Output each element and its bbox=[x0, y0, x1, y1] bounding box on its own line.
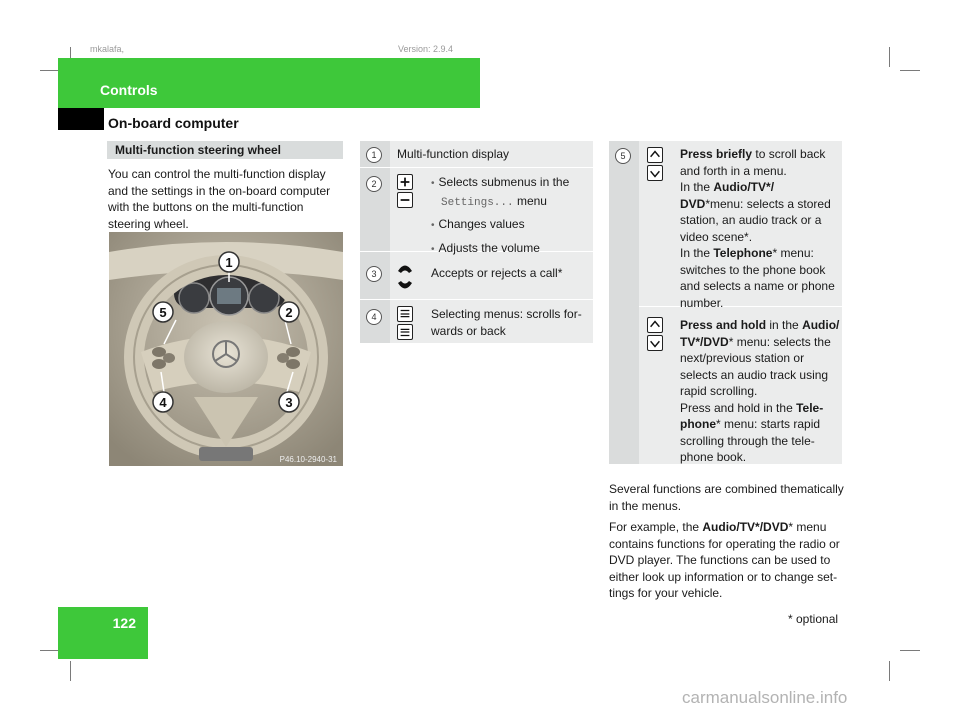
meta-right: Version: 2.9.4 bbox=[398, 44, 454, 54]
watermark: carmanualsonline.info bbox=[682, 688, 848, 707]
section-title: Controls bbox=[100, 82, 158, 98]
crop-mark bbox=[40, 70, 60, 71]
minus-icon bbox=[397, 192, 413, 208]
row-number: 2 bbox=[366, 176, 382, 192]
crop-mark bbox=[889, 661, 890, 681]
crop-mark bbox=[900, 650, 920, 651]
scroll-down-icon bbox=[647, 335, 663, 351]
row-divider bbox=[360, 299, 593, 300]
list-item: • Adjusts the volume bbox=[431, 240, 540, 255]
scroll-down-icon bbox=[647, 165, 663, 181]
row-number: 4 bbox=[366, 309, 382, 325]
section-heading-text: Multi-function steering wheel bbox=[115, 143, 282, 157]
section-heading bbox=[107, 141, 343, 159]
callout-3: 3 bbox=[285, 395, 293, 410]
row-number: 1 bbox=[366, 147, 382, 163]
row-bullets bbox=[431, 174, 591, 258]
crop-mark bbox=[900, 70, 920, 71]
controls-table bbox=[360, 141, 593, 343]
scroll-up-icon bbox=[647, 147, 663, 163]
row-text: Accepts or rejects a call* bbox=[431, 266, 563, 280]
phone-icon bbox=[396, 261, 414, 293]
steering-wheel-figure bbox=[109, 232, 343, 466]
menu-down-icon bbox=[397, 324, 413, 340]
table-number-column bbox=[609, 141, 639, 464]
intro-paragraph: You can control the multi-function display and the settings in the on-board computer with the buttons on the multi-function steering wheel. bbox=[108, 167, 331, 231]
row-number: 5 bbox=[615, 148, 631, 164]
menu-up-icon bbox=[397, 306, 413, 322]
callout-4: 4 bbox=[159, 395, 167, 410]
figure-code: P46.10-2940-31 bbox=[279, 455, 337, 464]
row-text: Multi-function display bbox=[397, 147, 510, 161]
list-item: • Changes values bbox=[431, 217, 525, 231]
list-item: • Selects submenus in the bbox=[431, 175, 570, 189]
press-and-hold-text: Press and hold in the Audio/ TV*/DVD* menu: selects the next/previous station or selects an audio track using rapid scrolling. Press and hold in the Tele- phone* menu: starts rapid scrolling through the tele- phone book. bbox=[680, 318, 840, 464]
header-tab bbox=[58, 108, 104, 130]
callout-5: 5 bbox=[159, 305, 167, 320]
press-briefly-text: Press briefly to scroll back and forth in a menu. In the Audio/TV*/ DVD*menu: selects a stored station, an audio track or a video scene*. In the Telephone* menu: switches to the phone book and selects a name or phone number. bbox=[680, 147, 835, 310]
row-number: 3 bbox=[366, 266, 382, 282]
functions-paragraph: Several functions are combined thematically in the menus. For example, the Audio/TV*/DVD* menu contains functions for operating the radio or DVD player. The functions can be used to either look up information or to change set- tings for your vehicle. bbox=[609, 482, 844, 600]
list-item: Settings... menu bbox=[441, 193, 547, 209]
crop-mark bbox=[70, 661, 71, 681]
callout-2: 2 bbox=[285, 305, 293, 320]
meta-left: mkalafa, bbox=[90, 44, 125, 54]
scroll-up-icon bbox=[647, 317, 663, 333]
crop-mark bbox=[889, 47, 890, 67]
scroll-buttons-table bbox=[609, 141, 842, 464]
crop-mark bbox=[40, 650, 60, 651]
plus-icon bbox=[397, 174, 413, 190]
callout-1: 1 bbox=[225, 255, 233, 270]
row-divider bbox=[360, 167, 593, 168]
page-number-box bbox=[58, 607, 148, 659]
row-text: Selecting menus: scrolls for-wards or back bbox=[431, 307, 582, 338]
page-title: On-board computer bbox=[108, 115, 239, 131]
page-number: 122 bbox=[112, 615, 136, 631]
steering-wheel-illustration bbox=[109, 232, 343, 466]
footnote: * optional bbox=[788, 612, 839, 626]
